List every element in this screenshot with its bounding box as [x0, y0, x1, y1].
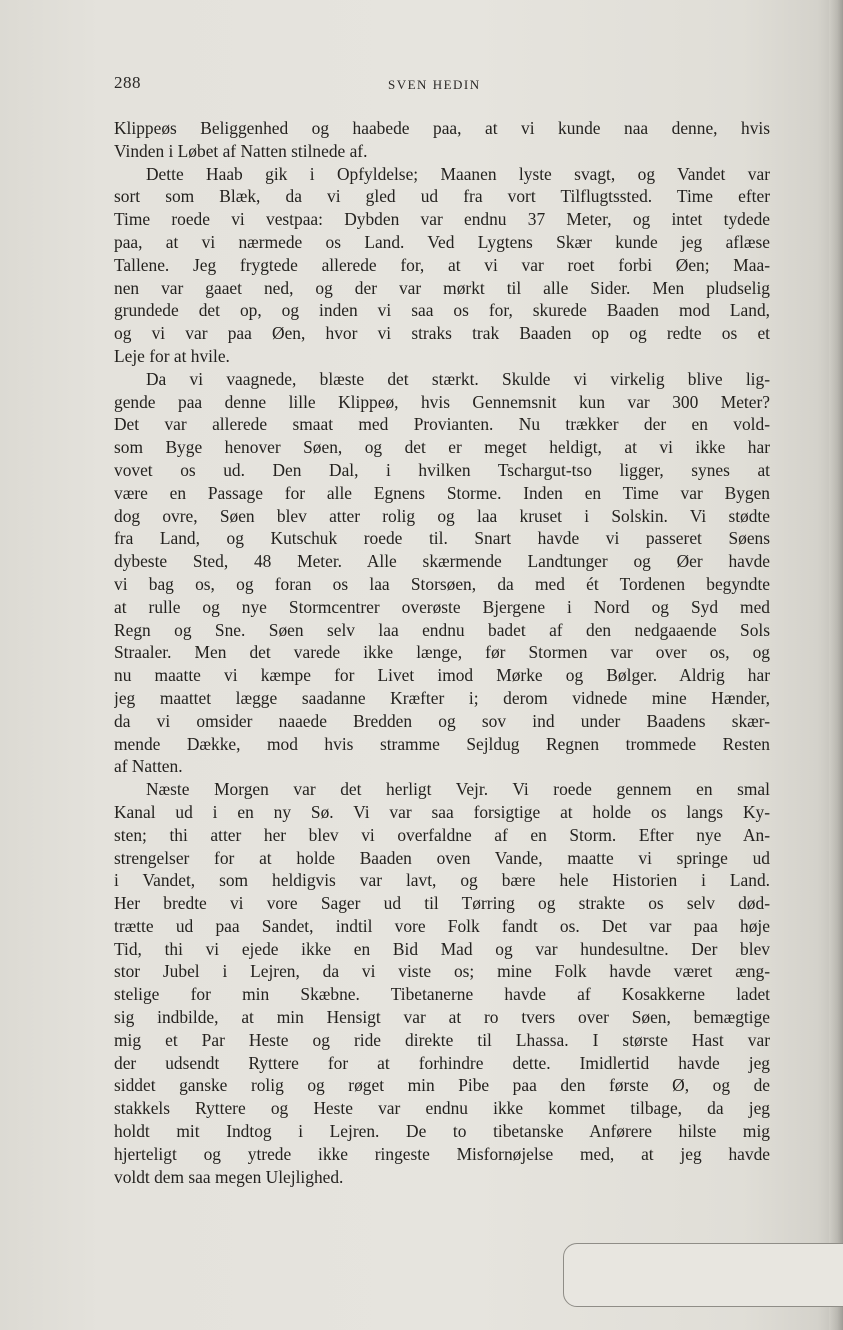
text-line: fra Land, og Kutschuk roede til. Snart havde vi passeret Søens	[114, 528, 770, 549]
running-head	[114, 73, 770, 95]
text-line: Dette Haab gik i Opfyldelse; Maanen lyste svagt, og Vandet var	[146, 163, 770, 184]
text-line: Regn og Sne. Søen selv laa endnu badet af den nedgaaende Sols	[114, 619, 770, 640]
text-line: i Vandet, som heldigvis var lavt, og bære hele Historien i Land.	[114, 870, 770, 891]
text-line: sten; thi atter her blev vi overfaldne af en Storm. Efter nye An-	[114, 824, 770, 845]
text-line: Vinden i Løbet af Natten stilnede af.	[114, 140, 368, 161]
text-line: Tid, thi vi ejede ikke en Bid Mad og var hundesultne. Der blev	[114, 938, 770, 959]
text-line: voldt dem saa megen Ulejlighed.	[114, 1166, 344, 1187]
text-line: vi bag os, og foran os laa Storsøen, da med ét Tordenen begyndte	[114, 573, 770, 594]
text-line: hjerteligt og ytrede ikke ringeste Misfornøjelse med, at jeg havde	[114, 1143, 770, 1164]
text-line: Her bredte vi vore Sager ud til Tørring og strakte os selv død-	[114, 893, 770, 914]
text-line: der udsendt Ryttere for at forhindre dette. Imidlertid havde jeg	[114, 1052, 770, 1073]
text-line: Leje for at hvile.	[114, 345, 230, 366]
text-line: stakkels Ryttere og Heste var endnu ikke kommet tilbage, da jeg	[114, 1098, 770, 1119]
text-line: stelige for min Skæbne. Tibetanerne havde af Kosakkerne ladet	[114, 984, 770, 1005]
text-line: Tallene. Jeg frygtede allerede for, at vi var roet forbi Øen; Maa-	[114, 254, 770, 275]
text-line: trætte ud paa Sandet, indtil vore Folk fandt os. Det var paa høje	[114, 915, 770, 936]
text-line: Næste Morgen var det herligt Vejr. Vi roede gennem en smal	[146, 779, 770, 800]
text-line: da vi omsider naaede Bredden og sov ind under Baadens skær-	[114, 710, 770, 731]
text-line: nu maatte vi kæmpe for Livet imod Mørke og Bølger. Aldrig har	[114, 665, 770, 686]
page-number: 288	[114, 73, 141, 92]
text-line: dog ovre, Søen blev atter rolig og laa kruset i Solskin. Vi stødte	[114, 505, 770, 526]
text-line: Kanal ud i en ny Sø. Vi var saa forsigtige at holde os langs Ky-	[114, 801, 770, 822]
text-line: være en Passage for alle Egnens Storme. Inden en Time var Bygen	[114, 482, 770, 503]
text-line: Da vi vaagnede, blæste det stærkt. Skulde vi virkelig blive lig-	[146, 368, 770, 389]
text-line: Det var allerede smaat med Provianten. Nu trækker der en vold-	[114, 414, 770, 435]
text-line: jeg maattet lægge saadanne Kræfter i; derom vidnede mine Hænder,	[114, 687, 770, 708]
text-line: paa, at vi nærmede os Land. Ved Lygtens Skær kunde jeg aflæse	[114, 231, 770, 252]
text-line: mig et Par Heste og ride direkte til Lhassa. I største Hast var	[114, 1029, 770, 1050]
paper-slip	[563, 1243, 843, 1307]
body-text	[114, 117, 770, 1188]
text-line: sort som Blæk, da vi gled ud fra vort Tilflugtssted. Time efter	[114, 186, 770, 207]
text-line: holdt mit Indtog i Lejren. De to tibetanske Anførere hilste mig	[114, 1121, 770, 1142]
text-line: strengelser for at holde Baaden oven Vande, maatte vi springe ud	[114, 847, 770, 868]
text-line: Time roede vi vestpaa: Dybden var endnu 37 Meter, og intet tydede	[114, 209, 770, 230]
text-line: sig indbilde, at min Hensigt var at ro tvers over Søen, bemægtige	[114, 1007, 770, 1028]
text-line: nen var gaaet ned, og der var mørkt til alle Sider. Men pludselig	[114, 277, 770, 298]
text-line: som Byge henover Søen, og det er meget heldigt, at vi ikke har	[114, 437, 770, 458]
text-line: Straaler. Men det varede ikke længe, før Stormen var over os, og	[114, 642, 770, 663]
text-line: dybeste Sted, 48 Meter. Alle skærmende Landtunger og Øer havde	[114, 551, 770, 572]
text-line: gende paa denne lille Klippeø, hvis Gennemsnit kun var 300 Meter?	[114, 391, 770, 412]
text-line: Klippeøs Beliggenhed og haabede paa, at vi kunde naa denne, hvis	[114, 118, 770, 138]
text-line: stor Jubel i Lejren, da vi viste os; mine Folk havde været æng-	[114, 961, 770, 982]
text-line: og vi var paa Øen, hvor vi straks trak Baaden op og redte os et	[114, 323, 770, 344]
text-line: vovet os ud. Den Dal, i hvilken Tschargut-tso ligger, synes at	[114, 459, 770, 480]
text-line: af Natten.	[114, 756, 183, 777]
running-title: SVEN HEDIN	[388, 77, 481, 92]
text-line: siddet ganske rolig og røget min Pibe paa den første Ø, og de	[114, 1075, 770, 1096]
text-line: at rulle og nye Stormcentrer overøste Bjergene i Nord og Syd med	[114, 596, 770, 617]
text-line: grundede det op, og inden vi saa os for, skurede Baaden mod Land,	[114, 300, 770, 321]
page-edge	[829, 0, 843, 1330]
text-line: mende Dække, mod hvis stramme Sejldug Regnen trommede Resten	[114, 733, 770, 754]
